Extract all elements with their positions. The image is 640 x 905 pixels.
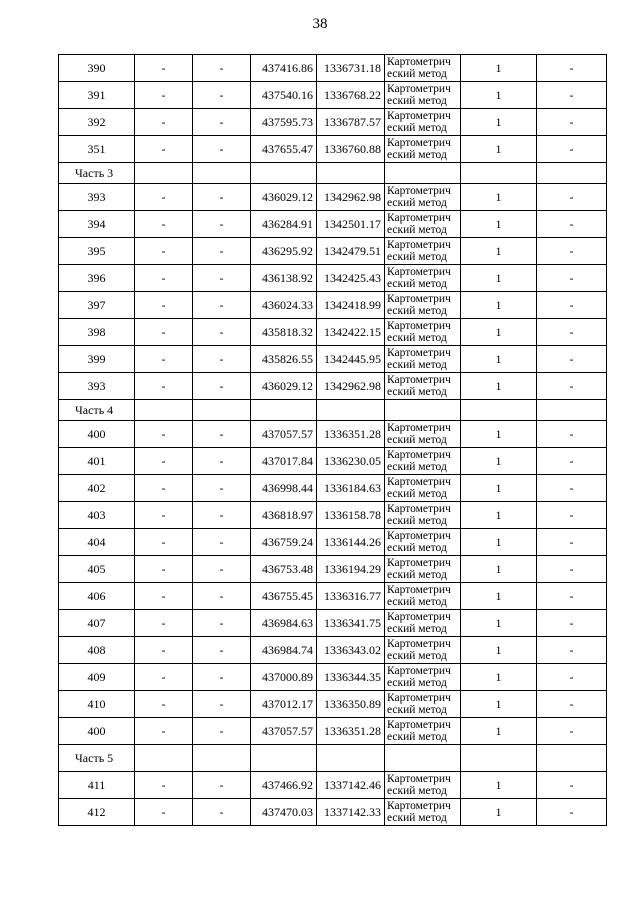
empty-cell [385, 745, 461, 772]
accuracy-cell: 1 [461, 637, 537, 664]
method-cell: Картометрич еский метод [385, 529, 461, 556]
method-cell: Картометрич еский метод [385, 136, 461, 163]
x-coordinate-cell: 436753.48 [251, 556, 317, 583]
dash-cell: - [193, 55, 251, 82]
y-coordinate-cell: 1336230.05 [317, 448, 385, 475]
dash-cell: - [193, 610, 251, 637]
point-number-cell: 411 [59, 772, 135, 799]
point-number-cell: 400 [59, 718, 135, 745]
y-coordinate-cell: 1336316.77 [317, 583, 385, 610]
method-cell: Картометрич еский метод [385, 109, 461, 136]
dash-cell: - [135, 502, 193, 529]
note-cell: - [537, 292, 607, 319]
accuracy-cell: 1 [461, 475, 537, 502]
x-coordinate-cell: 436284.91 [251, 211, 317, 238]
x-coordinate-cell: 436984.74 [251, 637, 317, 664]
dash-cell: - [135, 799, 193, 826]
dash-cell: - [193, 184, 251, 211]
dash-cell: - [135, 373, 193, 400]
note-cell: - [537, 373, 607, 400]
note-cell: - [537, 691, 607, 718]
point-number-cell: 398 [59, 319, 135, 346]
accuracy-cell: 1 [461, 373, 537, 400]
note-cell: - [537, 772, 607, 799]
x-coordinate-cell: 437470.03 [251, 799, 317, 826]
note-cell: - [537, 238, 607, 265]
point-number-cell: 412 [59, 799, 135, 826]
point-number-cell: 407 [59, 610, 135, 637]
table-row [59, 448, 607, 475]
point-number-cell: 410 [59, 691, 135, 718]
point-number-cell: 408 [59, 637, 135, 664]
y-coordinate-cell: 1336350.89 [317, 691, 385, 718]
method-cell: Картометрич еский метод [385, 292, 461, 319]
accuracy-cell: 1 [461, 610, 537, 637]
method-cell: Картометрич еский метод [385, 211, 461, 238]
note-cell: - [537, 529, 607, 556]
accuracy-cell: 1 [461, 772, 537, 799]
empty-cell [385, 163, 461, 184]
empty-cell [317, 163, 385, 184]
y-coordinate-cell: 1336768.22 [317, 82, 385, 109]
dash-cell: - [193, 292, 251, 319]
x-coordinate-cell: 437595.73 [251, 109, 317, 136]
point-number-cell: 409 [59, 664, 135, 691]
accuracy-cell: 1 [461, 448, 537, 475]
page-number: 38 [312, 16, 328, 32]
x-coordinate-cell: 436029.12 [251, 184, 317, 211]
note-cell: - [537, 184, 607, 211]
accuracy-cell: 1 [461, 556, 537, 583]
table-row [59, 82, 607, 109]
x-coordinate-cell: 437017.84 [251, 448, 317, 475]
y-coordinate-cell: 1336184.63 [317, 475, 385, 502]
empty-cell [193, 400, 251, 421]
y-coordinate-cell: 1342962.98 [317, 184, 385, 211]
table-row [59, 55, 607, 82]
accuracy-cell: 1 [461, 421, 537, 448]
empty-cell [461, 745, 537, 772]
dash-cell: - [193, 346, 251, 373]
note-cell: - [537, 583, 607, 610]
table-row [59, 664, 607, 691]
accuracy-cell: 1 [461, 691, 537, 718]
coordinates-table-body [59, 55, 607, 826]
section-label: Часть 5 [59, 745, 135, 772]
dash-cell: - [135, 184, 193, 211]
table-row [59, 109, 607, 136]
note-cell: - [537, 502, 607, 529]
method-cell: Картометрич еский метод [385, 265, 461, 292]
section-row [59, 745, 607, 772]
method-cell: Картометрич еский метод [385, 502, 461, 529]
dash-cell: - [193, 421, 251, 448]
y-coordinate-cell: 1337142.33 [317, 799, 385, 826]
point-number-cell: 399 [59, 346, 135, 373]
table-row [59, 556, 607, 583]
table-row [59, 610, 607, 637]
x-coordinate-cell: 437416.86 [251, 55, 317, 82]
coordinates-table [58, 54, 607, 826]
dash-cell: - [135, 319, 193, 346]
point-number-cell: 404 [59, 529, 135, 556]
dash-cell: - [135, 346, 193, 373]
method-cell: Картометрич еский метод [385, 691, 461, 718]
accuracy-cell: 1 [461, 136, 537, 163]
table-row [59, 238, 607, 265]
dash-cell: - [193, 211, 251, 238]
table-row [59, 373, 607, 400]
x-coordinate-cell: 437540.16 [251, 82, 317, 109]
accuracy-cell: 1 [461, 583, 537, 610]
dash-cell: - [135, 691, 193, 718]
method-cell: Картометрич еский метод [385, 319, 461, 346]
dash-cell: - [193, 664, 251, 691]
note-cell: - [537, 82, 607, 109]
empty-cell [317, 745, 385, 772]
accuracy-cell: 1 [461, 109, 537, 136]
y-coordinate-cell: 1336344.35 [317, 664, 385, 691]
point-number-cell: 391 [59, 82, 135, 109]
dash-cell: - [193, 583, 251, 610]
note-cell: - [537, 265, 607, 292]
x-coordinate-cell: 437057.57 [251, 421, 317, 448]
method-cell: Картометрич еский метод [385, 421, 461, 448]
point-number-cell: 397 [59, 292, 135, 319]
note-cell: - [537, 109, 607, 136]
dash-cell: - [193, 109, 251, 136]
point-number-cell: 402 [59, 475, 135, 502]
accuracy-cell: 1 [461, 664, 537, 691]
method-cell: Картометрич еский метод [385, 610, 461, 637]
dash-cell: - [193, 799, 251, 826]
empty-cell [251, 163, 317, 184]
method-cell: Картометрич еский метод [385, 238, 461, 265]
y-coordinate-cell: 1336351.28 [317, 421, 385, 448]
dash-cell: - [135, 637, 193, 664]
dash-cell: - [193, 82, 251, 109]
method-cell: Картометрич еский метод [385, 718, 461, 745]
note-cell: - [537, 136, 607, 163]
table-row [59, 718, 607, 745]
method-cell: Картометрич еский метод [385, 637, 461, 664]
table-row [59, 529, 607, 556]
note-cell: - [537, 556, 607, 583]
point-number-cell: 396 [59, 265, 135, 292]
y-coordinate-cell: 1336144.26 [317, 529, 385, 556]
method-cell: Картометрич еский метод [385, 82, 461, 109]
point-number-cell: 405 [59, 556, 135, 583]
x-coordinate-cell: 436029.12 [251, 373, 317, 400]
point-number-cell: 351 [59, 136, 135, 163]
dash-cell: - [135, 475, 193, 502]
table-row [59, 691, 607, 718]
table-row [59, 475, 607, 502]
point-number-cell: 390 [59, 55, 135, 82]
dash-cell: - [135, 136, 193, 163]
table-row [59, 772, 607, 799]
x-coordinate-cell: 436024.33 [251, 292, 317, 319]
x-coordinate-cell: 436818.97 [251, 502, 317, 529]
note-cell: - [537, 448, 607, 475]
empty-cell [461, 163, 537, 184]
empty-cell [461, 400, 537, 421]
table-row [59, 265, 607, 292]
dash-cell: - [135, 55, 193, 82]
note-cell: - [537, 475, 607, 502]
dash-cell: - [193, 373, 251, 400]
accuracy-cell: 1 [461, 265, 537, 292]
section-label: Часть 4 [59, 400, 135, 421]
method-cell: Картометрич еский метод [385, 184, 461, 211]
empty-cell [193, 745, 251, 772]
empty-cell [135, 163, 193, 184]
note-cell: - [537, 319, 607, 346]
empty-cell [537, 163, 607, 184]
method-cell: Картометрич еский метод [385, 55, 461, 82]
section-row [59, 163, 607, 184]
y-coordinate-cell: 1336760.88 [317, 136, 385, 163]
dash-cell: - [193, 637, 251, 664]
y-coordinate-cell: 1336787.57 [317, 109, 385, 136]
dash-cell: - [135, 292, 193, 319]
accuracy-cell: 1 [461, 55, 537, 82]
dash-cell: - [135, 82, 193, 109]
dash-cell: - [193, 448, 251, 475]
note-cell: - [537, 637, 607, 664]
y-coordinate-cell: 1342501.17 [317, 211, 385, 238]
table-row [59, 319, 607, 346]
dash-cell: - [193, 502, 251, 529]
section-label: Часть 3 [59, 163, 135, 184]
y-coordinate-cell: 1337142.46 [317, 772, 385, 799]
dash-cell: - [193, 772, 251, 799]
dash-cell: - [193, 136, 251, 163]
x-coordinate-cell: 436984.63 [251, 610, 317, 637]
y-coordinate-cell: 1336731.18 [317, 55, 385, 82]
point-number-cell: 393 [59, 184, 135, 211]
accuracy-cell: 1 [461, 292, 537, 319]
empty-cell [537, 400, 607, 421]
dash-cell: - [135, 265, 193, 292]
accuracy-cell: 1 [461, 529, 537, 556]
accuracy-cell: 1 [461, 238, 537, 265]
note-cell: - [537, 55, 607, 82]
x-coordinate-cell: 437000.89 [251, 664, 317, 691]
point-number-cell: 406 [59, 583, 135, 610]
note-cell: - [537, 610, 607, 637]
accuracy-cell: 1 [461, 502, 537, 529]
x-coordinate-cell: 436295.92 [251, 238, 317, 265]
section-row [59, 400, 607, 421]
point-number-cell: 395 [59, 238, 135, 265]
table-row [59, 583, 607, 610]
x-coordinate-cell: 436998.44 [251, 475, 317, 502]
dash-cell: - [135, 109, 193, 136]
accuracy-cell: 1 [461, 82, 537, 109]
x-coordinate-cell: 437655.47 [251, 136, 317, 163]
dash-cell: - [135, 772, 193, 799]
dash-cell: - [135, 448, 193, 475]
method-cell: Картометрич еский метод [385, 475, 461, 502]
dash-cell: - [193, 265, 251, 292]
dash-cell: - [193, 718, 251, 745]
table-row [59, 136, 607, 163]
method-cell: Картометрич еский метод [385, 664, 461, 691]
table-row [59, 211, 607, 238]
table-row [59, 502, 607, 529]
note-cell: - [537, 211, 607, 238]
dash-cell: - [193, 475, 251, 502]
note-cell: - [537, 799, 607, 826]
note-cell: - [537, 718, 607, 745]
accuracy-cell: 1 [461, 718, 537, 745]
empty-cell [193, 163, 251, 184]
table-row [59, 421, 607, 448]
empty-cell [317, 400, 385, 421]
y-coordinate-cell: 1342445.95 [317, 346, 385, 373]
dash-cell: - [193, 691, 251, 718]
table-row [59, 799, 607, 826]
x-coordinate-cell: 436755.45 [251, 583, 317, 610]
y-coordinate-cell: 1336194.29 [317, 556, 385, 583]
y-coordinate-cell: 1336341.75 [317, 610, 385, 637]
dash-cell: - [193, 238, 251, 265]
method-cell: Картометрич еский метод [385, 556, 461, 583]
dash-cell: - [135, 664, 193, 691]
point-number-cell: 400 [59, 421, 135, 448]
point-number-cell: 393 [59, 373, 135, 400]
dash-cell: - [193, 556, 251, 583]
dash-cell: - [135, 421, 193, 448]
y-coordinate-cell: 1336343.02 [317, 637, 385, 664]
accuracy-cell: 1 [461, 319, 537, 346]
empty-cell [385, 400, 461, 421]
point-number-cell: 394 [59, 211, 135, 238]
dash-cell: - [193, 529, 251, 556]
x-coordinate-cell: 437012.17 [251, 691, 317, 718]
y-coordinate-cell: 1342425.43 [317, 265, 385, 292]
dash-cell: - [135, 583, 193, 610]
y-coordinate-cell: 1342479.51 [317, 238, 385, 265]
note-cell: - [537, 421, 607, 448]
x-coordinate-cell: 437057.57 [251, 718, 317, 745]
y-coordinate-cell: 1336351.28 [317, 718, 385, 745]
accuracy-cell: 1 [461, 211, 537, 238]
point-number-cell: 392 [59, 109, 135, 136]
empty-cell [251, 745, 317, 772]
x-coordinate-cell: 435826.55 [251, 346, 317, 373]
table-row [59, 637, 607, 664]
empty-cell [251, 400, 317, 421]
method-cell: Картометрич еский метод [385, 448, 461, 475]
empty-cell [135, 400, 193, 421]
accuracy-cell: 1 [461, 346, 537, 373]
y-coordinate-cell: 1342422.15 [317, 319, 385, 346]
method-cell: Картометрич еский метод [385, 799, 461, 826]
x-coordinate-cell: 435818.32 [251, 319, 317, 346]
x-coordinate-cell: 436759.24 [251, 529, 317, 556]
note-cell: - [537, 664, 607, 691]
accuracy-cell: 1 [461, 184, 537, 211]
empty-cell [135, 745, 193, 772]
y-coordinate-cell: 1342962.98 [317, 373, 385, 400]
empty-cell [537, 745, 607, 772]
point-number-cell: 401 [59, 448, 135, 475]
method-cell: Картометрич еский метод [385, 772, 461, 799]
accuracy-cell: 1 [461, 799, 537, 826]
dash-cell: - [135, 238, 193, 265]
method-cell: Картометрич еский метод [385, 346, 461, 373]
table-row [59, 346, 607, 373]
point-number-cell: 403 [59, 502, 135, 529]
table-row [59, 292, 607, 319]
dash-cell: - [135, 211, 193, 238]
x-coordinate-cell: 436138.92 [251, 265, 317, 292]
y-coordinate-cell: 1336158.78 [317, 502, 385, 529]
method-cell: Картометрич еский метод [385, 583, 461, 610]
dash-cell: - [135, 529, 193, 556]
method-cell: Картометрич еский метод [385, 373, 461, 400]
dash-cell: - [193, 319, 251, 346]
note-cell: - [537, 346, 607, 373]
y-coordinate-cell: 1342418.99 [317, 292, 385, 319]
dash-cell: - [135, 610, 193, 637]
dash-cell: - [135, 718, 193, 745]
dash-cell: - [135, 556, 193, 583]
table-row [59, 184, 607, 211]
x-coordinate-cell: 437466.92 [251, 772, 317, 799]
